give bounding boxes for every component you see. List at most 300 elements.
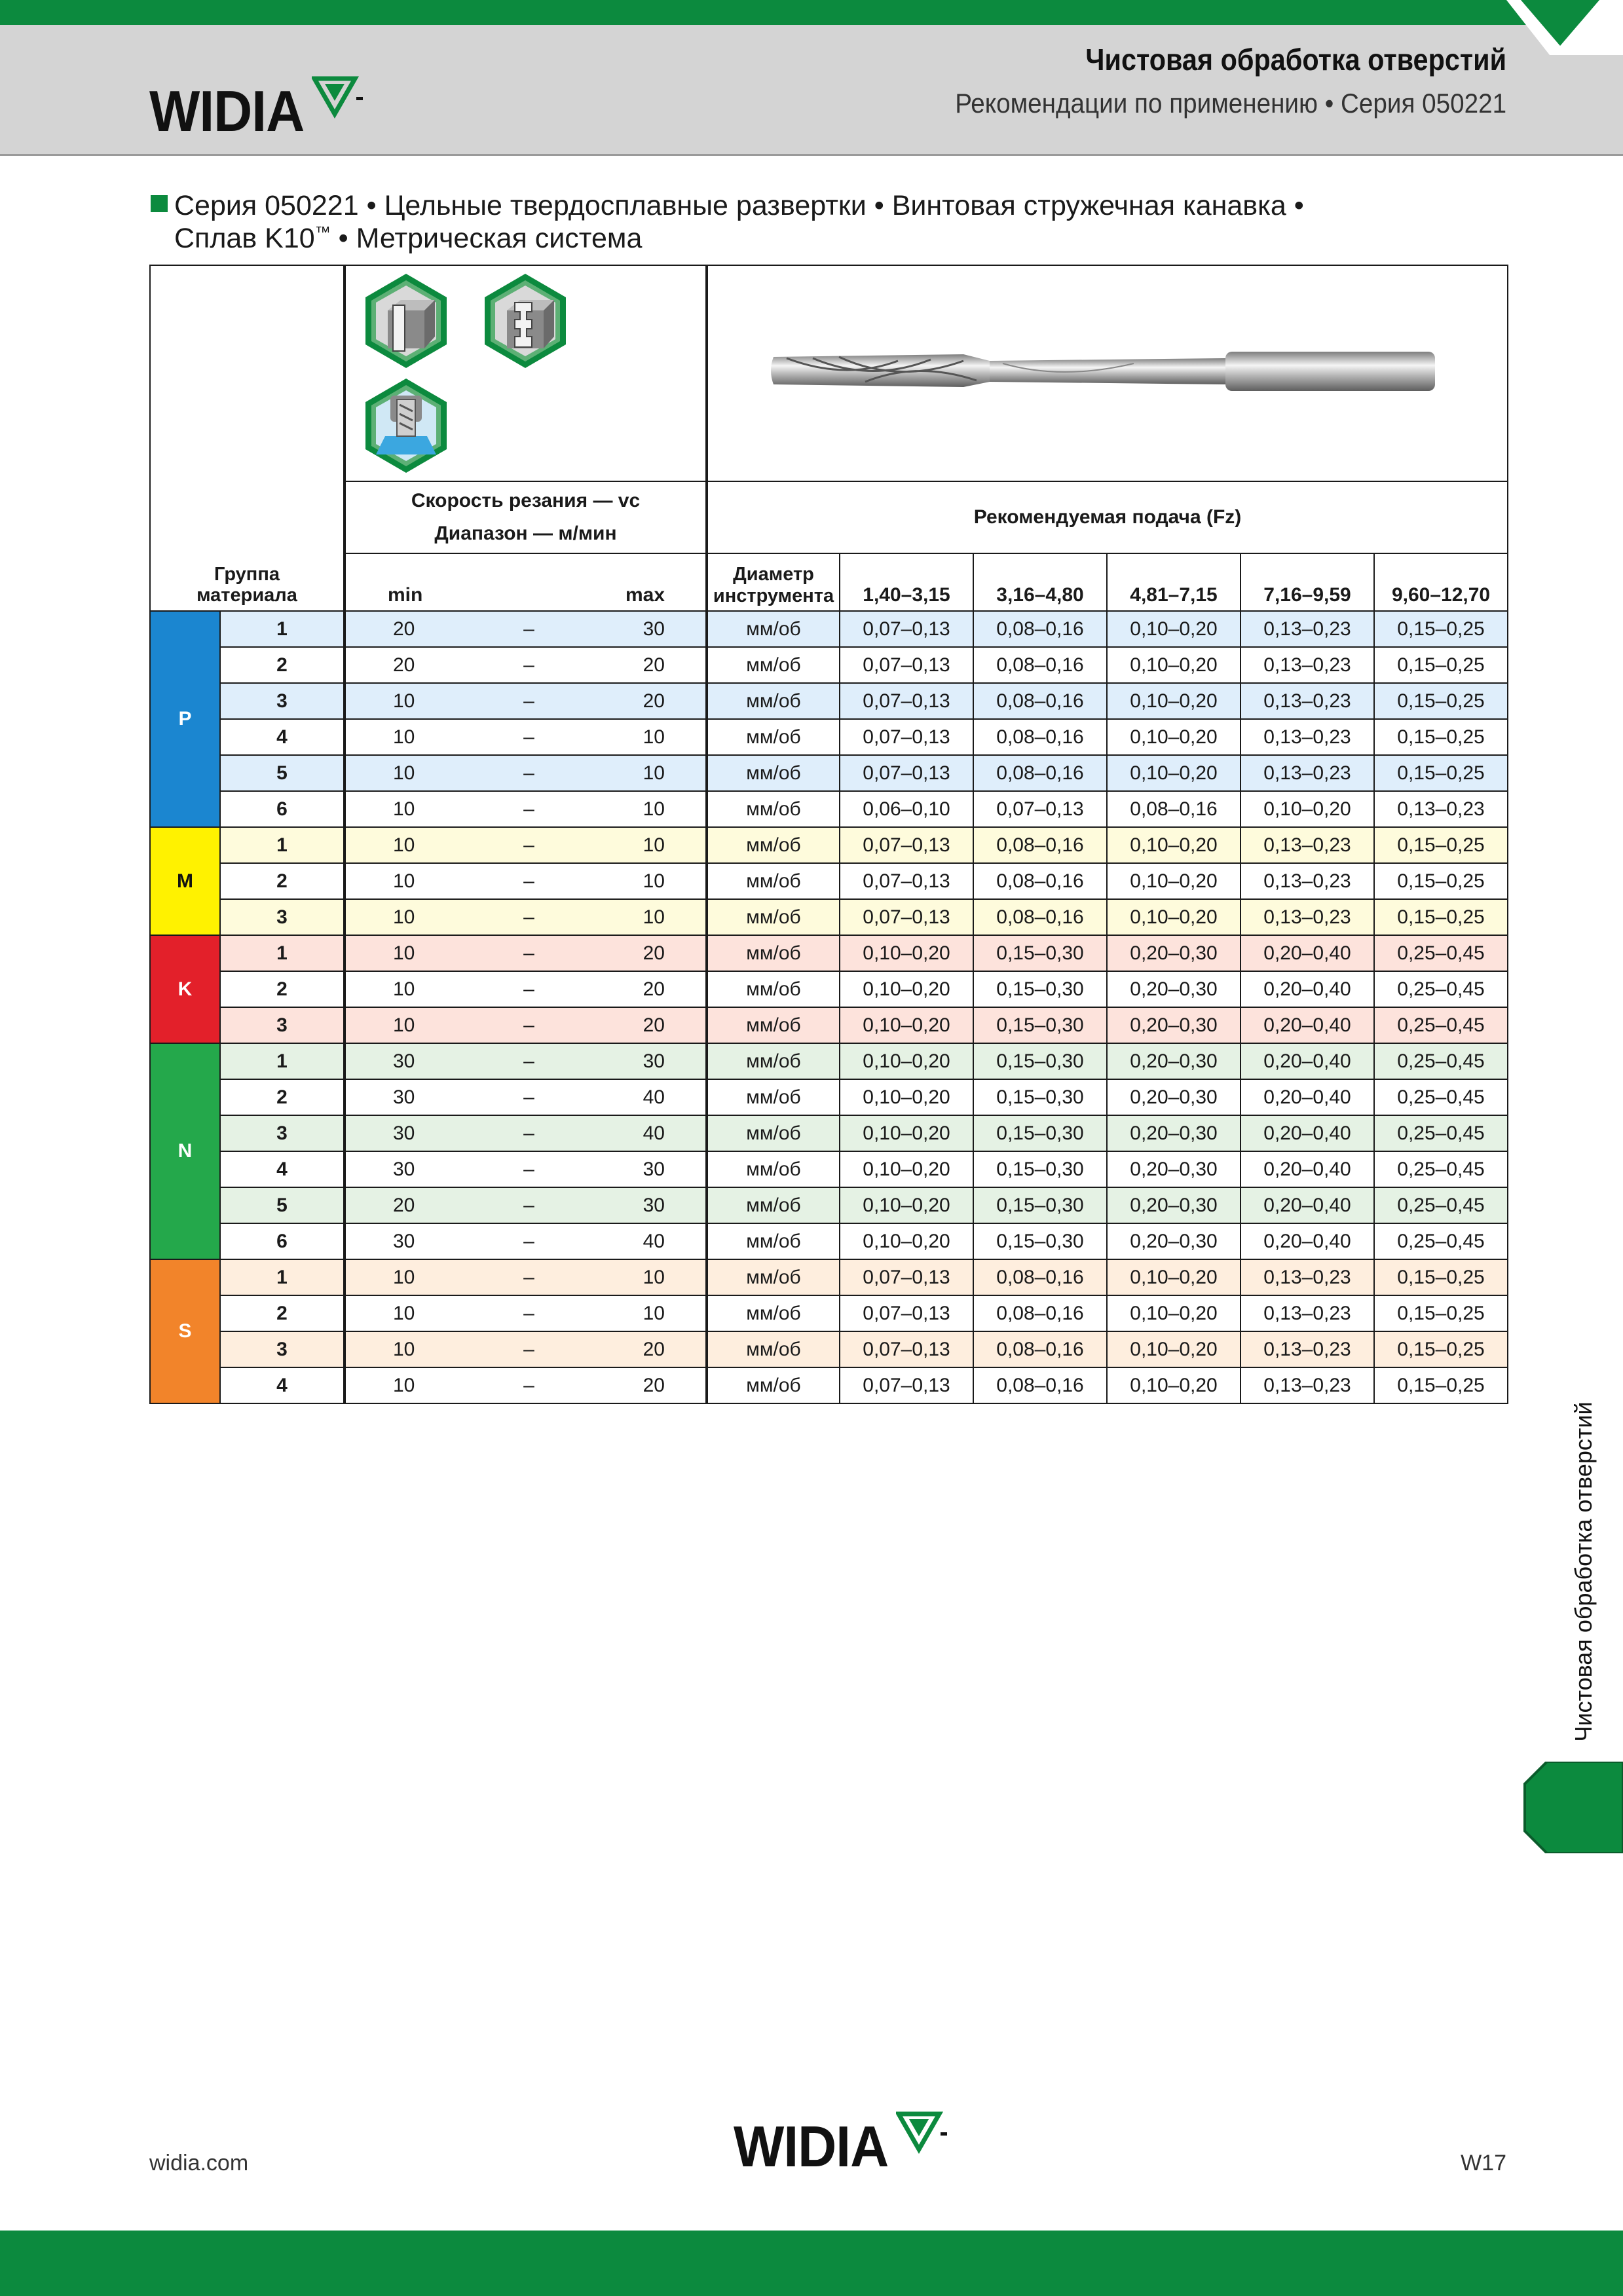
feed-value: 0,10–0,20 (840, 1187, 973, 1223)
table-row (150, 755, 1508, 791)
table-row (150, 1043, 1508, 1079)
reamer-image (707, 265, 1508, 481)
feed-value: 0,20–0,30 (1107, 1043, 1241, 1079)
subgroup-number: 6 (220, 791, 345, 827)
table-row (150, 1259, 1508, 1295)
feed-value: 0,15–0,25 (1374, 1295, 1508, 1331)
feed-value: 0,07–0,13 (973, 791, 1107, 827)
subgroup-number: 2 (220, 863, 345, 899)
subgroup-number: 1 (220, 611, 345, 647)
feed-value: 0,25–0,45 (1374, 1079, 1508, 1115)
speed-dash: – (523, 1302, 534, 1324)
subgroup-number: 3 (220, 1331, 345, 1367)
feed-value: 0,20–0,30 (1107, 1151, 1241, 1187)
speed-range (345, 1043, 707, 1079)
feed-value: 0,20–0,40 (1241, 1187, 1374, 1223)
speed-max-value: 20 (643, 654, 665, 676)
table-row (150, 719, 1508, 755)
subgroup-number: 3 (220, 1115, 345, 1151)
table-row (150, 1367, 1508, 1403)
unit-cell: мм/об (707, 1007, 840, 1043)
application-icons (345, 265, 707, 481)
speed-min-value: 10 (393, 870, 415, 892)
speed-max-value: 10 (643, 834, 665, 856)
feed-value: 0,07–0,13 (840, 1367, 973, 1403)
page-number: W17 (1461, 2151, 1506, 2176)
side-tab-label (1564, 1401, 1603, 1742)
table-row (150, 863, 1508, 899)
speed-range (345, 1187, 707, 1223)
speed-range (345, 1079, 707, 1115)
feed-value: 0,07–0,13 (840, 863, 973, 899)
speed-min-value: 10 (393, 798, 415, 820)
speed-range (345, 1295, 707, 1331)
diameter-range-2: 3,16–4,80 (973, 553, 1107, 611)
feed-value: 0,25–0,45 (1374, 1043, 1508, 1079)
table-row (150, 647, 1508, 683)
feed-value: 0,20–0,30 (1107, 935, 1241, 971)
feed-value: 0,10–0,20 (840, 1079, 973, 1115)
speed-max-value: 10 (643, 762, 665, 784)
feed-value: 0,13–0,23 (1241, 1367, 1374, 1403)
subgroup-number: 5 (220, 755, 345, 791)
feed-value: 0,10–0,20 (1107, 1259, 1241, 1295)
unit-cell: мм/об (707, 1187, 840, 1223)
feed-value: 0,15–0,30 (973, 1223, 1107, 1259)
feed-value: 0,13–0,23 (1241, 683, 1374, 719)
unit-cell: мм/об (707, 1259, 840, 1295)
feed-value: 0,10–0,20 (1107, 683, 1241, 719)
speed-min-value: 10 (393, 1266, 415, 1288)
widia-logo (149, 73, 364, 143)
speed-max-value: 40 (643, 1086, 665, 1108)
speed-dash: – (523, 1374, 534, 1396)
speed-max-value: 10 (643, 726, 665, 748)
speed-min-value: 10 (393, 762, 415, 784)
feed-value: 0,15–0,25 (1374, 1367, 1508, 1403)
speed-dash: – (523, 1122, 534, 1144)
feed-value: 0,20–0,40 (1241, 1151, 1374, 1187)
speed-min-value: 20 (393, 618, 415, 640)
speed-dash: – (523, 978, 534, 1000)
recommendation-table (149, 265, 1508, 1404)
speed-minmax-header (345, 553, 707, 611)
group-header-top (150, 265, 345, 481)
feed-value: 0,20–0,30 (1107, 1007, 1241, 1043)
subgroup-number: 4 (220, 1151, 345, 1187)
speed-min-value: 30 (393, 1230, 415, 1252)
feed-value: 0,13–0,23 (1374, 791, 1508, 827)
unit-cell: мм/об (707, 791, 840, 827)
feed-value: 0,08–0,16 (973, 683, 1107, 719)
speed-max-value: 30 (643, 1194, 665, 1216)
speed-min-value: 10 (393, 1014, 415, 1036)
logo-wordmark: WIDIA (149, 79, 305, 143)
feed-value: 0,06–0,10 (840, 791, 973, 827)
feed-value: 0,07–0,13 (840, 611, 973, 647)
subgroup-number: 1 (220, 827, 345, 863)
side-tab-text: Чистовая обработка отверстий (1570, 1401, 1597, 1742)
feed-value: 0,10–0,20 (840, 1151, 973, 1187)
subgroup-number: 2 (220, 971, 345, 1007)
speed-min-value: 20 (393, 1194, 415, 1216)
speed-range (345, 1151, 707, 1187)
alloy-label: Сплав K10 (174, 223, 315, 254)
unit-cell: мм/об (707, 863, 840, 899)
material-group-header: Группа материала (150, 553, 345, 611)
table-row (150, 1007, 1508, 1043)
speed-dash: – (523, 762, 534, 784)
table-row (150, 1151, 1508, 1187)
speed-max-label: max (625, 584, 665, 606)
diameter-range-3: 4,81–7,15 (1107, 553, 1241, 611)
feed-value: 0,20–0,40 (1241, 1115, 1374, 1151)
feed-value: 0,10–0,20 (840, 1043, 973, 1079)
feed-value: 0,13–0,23 (1241, 719, 1374, 755)
speed-dash: – (523, 942, 534, 964)
unit-cell: мм/об (707, 899, 840, 935)
speed-max-value: 10 (643, 1302, 665, 1324)
speed-max-value: 30 (643, 1050, 665, 1072)
speed-max-value: 10 (643, 906, 665, 928)
subgroup-number: 4 (220, 719, 345, 755)
feed-value: 0,10–0,20 (840, 971, 973, 1007)
speed-dash: – (523, 1158, 534, 1180)
feed-value: 0,15–0,25 (1374, 1259, 1508, 1295)
table-row (150, 1295, 1508, 1331)
feed-value: 0,10–0,20 (1107, 1367, 1241, 1403)
unit-cell: мм/об (707, 755, 840, 791)
diameter-range-1: 1,40–3,15 (840, 553, 973, 611)
feed-value: 0,13–0,23 (1241, 1331, 1374, 1367)
unit-cell: мм/об (707, 1079, 840, 1115)
feed-value: 0,25–0,45 (1374, 1007, 1508, 1043)
speed-range (345, 611, 707, 647)
feed-value: 0,13–0,23 (1241, 863, 1374, 899)
feed-value: 0,10–0,20 (1107, 827, 1241, 863)
feed-value: 0,15–0,25 (1374, 899, 1508, 935)
feed-value: 0,20–0,40 (1241, 1079, 1374, 1115)
speed-range (345, 1367, 707, 1403)
speed-dash: – (523, 1014, 534, 1036)
feed-value: 0,10–0,20 (840, 1115, 973, 1151)
unit-cell: мм/об (707, 719, 840, 755)
feed-value: 0,07–0,13 (840, 1295, 973, 1331)
table-row (150, 1331, 1508, 1367)
feed-value: 0,08–0,16 (973, 899, 1107, 935)
feed-value: 0,08–0,16 (973, 1367, 1107, 1403)
table-row (150, 827, 1508, 863)
feed-value: 0,15–0,30 (973, 1079, 1107, 1115)
feed-value: 0,10–0,20 (1107, 899, 1241, 935)
diameter-header: Диаметр инструмента (707, 553, 840, 611)
feed-value: 0,15–0,25 (1374, 683, 1508, 719)
material-group-N: N (150, 1043, 220, 1259)
speed-max-value: 20 (643, 690, 665, 712)
speed-range (345, 791, 707, 827)
speed-max-value: 10 (643, 870, 665, 892)
feed-value: 0,20–0,30 (1107, 971, 1241, 1007)
widia-triangle-logo-icon (896, 2109, 948, 2161)
feed-value: 0,08–0,16 (973, 1295, 1107, 1331)
feed-value: 0,10–0,20 (1107, 647, 1241, 683)
table-row (150, 935, 1508, 971)
feed-value: 0,25–0,45 (1374, 1187, 1508, 1223)
section-heading-line2 (174, 223, 642, 255)
footer-logo-wordmark: WIDIA (734, 2114, 889, 2179)
speed-range (345, 863, 707, 899)
subgroup-number: 6 (220, 1223, 345, 1259)
feed-value: 0,15–0,30 (973, 1007, 1107, 1043)
group-header-mid (150, 481, 345, 553)
feed-value: 0,10–0,20 (1107, 1295, 1241, 1331)
speed-max-value: 20 (643, 1374, 665, 1396)
speed-dash: – (523, 654, 534, 676)
speed-max-value: 10 (643, 798, 665, 820)
unit-cell: мм/об (707, 1223, 840, 1259)
side-tab-marker-icon (1522, 1762, 1623, 1853)
feed-value: 0,20–0,40 (1241, 1007, 1374, 1043)
speed-dash: – (523, 906, 534, 928)
speed-dash: – (523, 798, 534, 820)
subgroup-number: 1 (220, 935, 345, 971)
diameter-range-5: 9,60–12,70 (1374, 553, 1508, 611)
feed-value: 0,13–0,23 (1241, 827, 1374, 863)
speed-max-value: 30 (643, 1158, 665, 1180)
speed-max-value: 20 (643, 942, 665, 964)
widia-triangle-logo-icon (312, 73, 364, 126)
page-subtitle: Рекомендации по применению • Серия 050221 (955, 88, 1506, 119)
subgroup-number: 2 (220, 1079, 345, 1115)
feed-value: 0,10–0,20 (1107, 719, 1241, 755)
feed-value: 0,25–0,45 (1374, 935, 1508, 971)
corner-notch-icon (1506, 0, 1623, 55)
speed-dash: – (523, 1230, 534, 1252)
subgroup-number: 3 (220, 683, 345, 719)
feed-value: 0,13–0,23 (1241, 647, 1374, 683)
feed-value: 0,15–0,25 (1374, 755, 1508, 791)
hex-icon-coolant (362, 376, 451, 475)
feed-value: 0,20–0,40 (1241, 1043, 1374, 1079)
speed-dash: – (523, 1338, 534, 1360)
feed-value: 0,10–0,20 (1107, 755, 1241, 791)
speed-max-value: 30 (643, 618, 665, 640)
speed-dash: – (523, 690, 534, 712)
feed-value: 0,10–0,20 (840, 1223, 973, 1259)
feed-value: 0,08–0,16 (973, 755, 1107, 791)
speed-range (345, 683, 707, 719)
footer-logo (734, 2109, 948, 2179)
speed-range (345, 1223, 707, 1259)
feed-value: 0,13–0,23 (1241, 1259, 1374, 1295)
feed-value: 0,20–0,30 (1107, 1223, 1241, 1259)
feed-value: 0,15–0,25 (1374, 647, 1508, 683)
subgroup-number: 3 (220, 1007, 345, 1043)
speed-header-line1: Скорость резания — vc (411, 490, 641, 511)
speed-min-value: 10 (393, 1338, 415, 1360)
speed-min-value: 10 (393, 942, 415, 964)
section-heading-line1: Серия 050221 • Цельные твердосплавные развертки • Винтовая стружечная канавка • (174, 190, 1304, 221)
feed-value: 0,25–0,45 (1374, 1223, 1508, 1259)
speed-max-value: 20 (643, 1338, 665, 1360)
speed-dash: – (523, 1050, 534, 1072)
feed-value: 0,10–0,20 (840, 935, 973, 971)
speed-min-value: 30 (393, 1086, 415, 1108)
table-row (150, 791, 1508, 827)
speed-range (345, 899, 707, 935)
subgroup-number: 3 (220, 899, 345, 935)
table-row (150, 683, 1508, 719)
page-title: Чистовая обработка отверстий (1085, 43, 1506, 77)
speed-max-value: 40 (643, 1230, 665, 1252)
hex-icon-reaming-through (362, 271, 451, 371)
unit-cell: мм/об (707, 683, 840, 719)
feed-value: 0,15–0,30 (973, 1151, 1107, 1187)
speed-min-value: 10 (393, 906, 415, 928)
speed-min-value: 10 (393, 726, 415, 748)
speed-range (345, 1331, 707, 1367)
feed-value: 0,10–0,20 (1107, 611, 1241, 647)
feed-value: 0,15–0,25 (1374, 1331, 1508, 1367)
section-bullet-icon (151, 195, 168, 212)
feed-value: 0,15–0,25 (1374, 863, 1508, 899)
speed-range (345, 1007, 707, 1043)
speed-range (345, 1259, 707, 1295)
speed-range (345, 755, 707, 791)
reamer-tool-icon (767, 335, 1448, 407)
speed-dash: – (523, 870, 534, 892)
system-label: • Метрическая система (330, 223, 643, 254)
table-row (150, 1223, 1508, 1259)
speed-dash: – (523, 618, 534, 640)
table-row (150, 1079, 1508, 1115)
unit-cell: мм/об (707, 1151, 840, 1187)
feed-value: 0,07–0,13 (840, 1259, 973, 1295)
feed-value: 0,20–0,30 (1107, 1187, 1241, 1223)
speed-dash: – (523, 726, 534, 748)
speed-min-value: 30 (393, 1158, 415, 1180)
subgroup-number: 5 (220, 1187, 345, 1223)
feed-header: Рекомендуемая подача (Fz) (707, 481, 1508, 553)
feed-value: 0,15–0,30 (973, 1187, 1107, 1223)
feed-value: 0,08–0,16 (973, 611, 1107, 647)
feed-value: 0,07–0,13 (840, 827, 973, 863)
feed-value: 0,07–0,13 (840, 683, 973, 719)
feed-value: 0,15–0,30 (973, 1043, 1107, 1079)
speed-max-value: 10 (643, 1266, 665, 1288)
material-group-M: M (150, 827, 220, 935)
feed-value: 0,07–0,13 (840, 755, 973, 791)
material-group-K: K (150, 935, 220, 1043)
unit-cell: мм/об (707, 647, 840, 683)
speed-max-value: 20 (643, 1014, 665, 1036)
unit-cell: мм/об (707, 1043, 840, 1079)
feed-value: 0,13–0,23 (1241, 755, 1374, 791)
feed-value: 0,08–0,16 (973, 1259, 1107, 1295)
speed-min-value: 10 (393, 690, 415, 712)
table-row (150, 1187, 1508, 1223)
feed-value: 0,20–0,40 (1241, 971, 1374, 1007)
material-group-P: P (150, 611, 220, 827)
table-row (150, 971, 1508, 1007)
unit-cell: мм/об (707, 1295, 840, 1331)
speed-dash: – (523, 834, 534, 856)
speed-dash: – (523, 1086, 534, 1108)
trademark-symbol: ™ (314, 223, 331, 242)
speed-range (345, 971, 707, 1007)
feed-value: 0,08–0,16 (973, 1331, 1107, 1367)
speed-header (345, 481, 707, 553)
subgroup-number: 2 (220, 1295, 345, 1331)
speed-min-value: 10 (393, 1374, 415, 1396)
feed-value: 0,20–0,30 (1107, 1079, 1241, 1115)
speed-min-label: min (388, 584, 423, 606)
speed-max-value: 20 (643, 978, 665, 1000)
feed-value: 0,07–0,13 (840, 1331, 973, 1367)
speed-min-value: 30 (393, 1050, 415, 1072)
unit-cell: мм/об (707, 1331, 840, 1367)
feed-value: 0,25–0,45 (1374, 971, 1508, 1007)
hex-icon-reaming-blind (481, 271, 570, 371)
feed-value: 0,08–0,16 (973, 719, 1107, 755)
unit-cell: мм/об (707, 611, 840, 647)
speed-range (345, 719, 707, 755)
speed-range (345, 935, 707, 971)
material-group-S: S (150, 1259, 220, 1403)
feed-value: 0,15–0,30 (973, 935, 1107, 971)
feed-value: 0,20–0,30 (1107, 1115, 1241, 1151)
unit-cell: мм/об (707, 971, 840, 1007)
subgroup-number: 2 (220, 647, 345, 683)
feed-value: 0,10–0,20 (840, 1007, 973, 1043)
unit-cell: мм/об (707, 827, 840, 863)
speed-range (345, 827, 707, 863)
feed-value: 0,10–0,20 (1241, 791, 1374, 827)
feed-value: 0,25–0,45 (1374, 1115, 1508, 1151)
speed-min-value: 10 (393, 1302, 415, 1324)
table-row (150, 611, 1508, 647)
subgroup-number: 4 (220, 1367, 345, 1403)
feed-value: 0,13–0,23 (1241, 1295, 1374, 1331)
feed-value: 0,15–0,30 (973, 971, 1107, 1007)
unit-cell: мм/об (707, 935, 840, 971)
speed-range (345, 1115, 707, 1151)
feed-value: 0,07–0,13 (840, 899, 973, 935)
unit-cell: мм/об (707, 1367, 840, 1403)
bottom-green-bar (0, 2231, 1623, 2296)
subgroup-number: 1 (220, 1259, 345, 1295)
speed-min-value: 10 (393, 834, 415, 856)
speed-min-value: 20 (393, 654, 415, 676)
feed-value: 0,10–0,20 (1107, 1331, 1241, 1367)
speed-max-value: 40 (643, 1122, 665, 1144)
table-row (150, 1115, 1508, 1151)
speed-range (345, 647, 707, 683)
feed-value: 0,08–0,16 (973, 647, 1107, 683)
speed-header-line2: Диапазон — м/мин (434, 523, 617, 544)
speed-dash: – (523, 1194, 534, 1216)
speed-dash: – (523, 1266, 534, 1288)
feed-value: 0,07–0,13 (840, 719, 973, 755)
feed-value: 0,15–0,25 (1374, 611, 1508, 647)
feed-value: 0,15–0,30 (973, 1115, 1107, 1151)
feed-value: 0,07–0,13 (840, 647, 973, 683)
speed-min-value: 30 (393, 1122, 415, 1144)
feed-value: 0,10–0,20 (1107, 863, 1241, 899)
feed-value: 0,08–0,16 (973, 863, 1107, 899)
feed-value: 0,20–0,40 (1241, 935, 1374, 971)
feed-value: 0,25–0,45 (1374, 1151, 1508, 1187)
